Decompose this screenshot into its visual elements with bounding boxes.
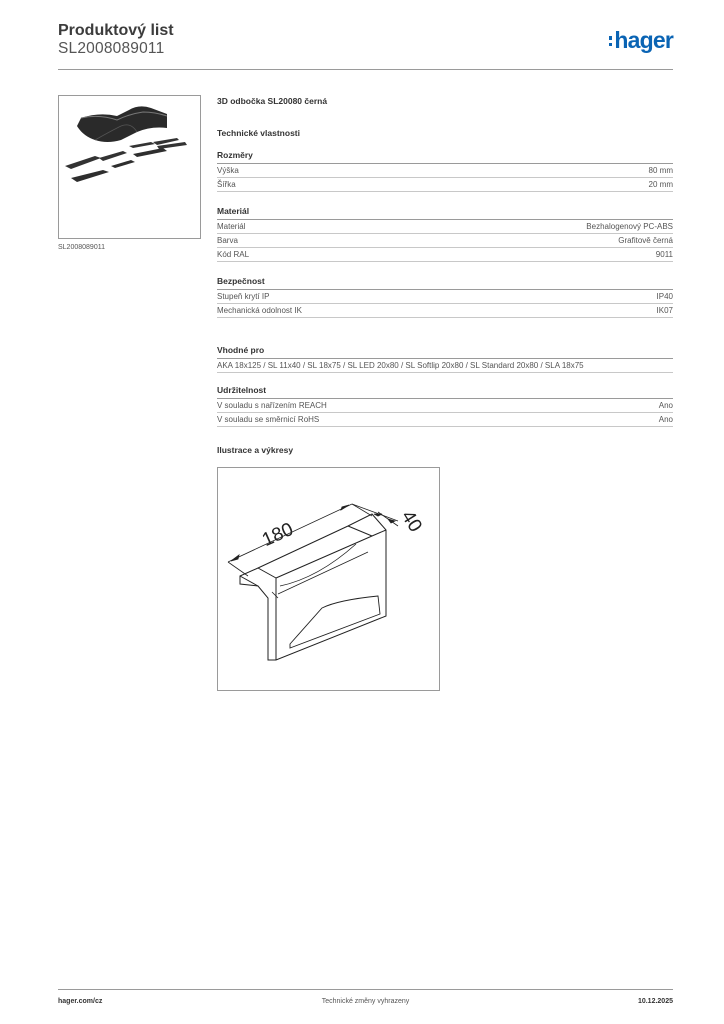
spec-row	[217, 164, 673, 178]
spec-value: 20 mm	[648, 180, 673, 189]
spec-row	[217, 413, 673, 427]
specs-content	[217, 96, 673, 467]
logo-dots-icon	[609, 28, 613, 46]
spec-row	[217, 220, 673, 234]
technical-drawing	[217, 467, 440, 691]
product-code: SL2008089011	[58, 40, 165, 57]
spec-label: Stupeň krytí IP	[217, 292, 270, 301]
spec-label: Barva	[217, 236, 238, 245]
page-title: Produktový list	[58, 22, 174, 39]
image-caption: SL2008089011	[58, 244, 105, 251]
footer-website-link[interactable]: hager.com/cz	[58, 998, 103, 1005]
compatible-systems: AKA 18x125 / SL 11x40 / SL 18x75 / SL LED 20x80 / SL Softlip 20x80 / SL Standard 20x80 / SLA 18x75	[217, 361, 584, 370]
spec-label: Kód RAL	[217, 250, 250, 259]
spec-row	[217, 290, 673, 304]
spec-label: Mechanická odolnost IK	[217, 306, 302, 315]
footer-date: 10.12.2025	[637, 998, 673, 1005]
footer-disclaimer: Technické změny vyhrazeny	[321, 998, 410, 1005]
spec-value: 80 mm	[648, 166, 673, 175]
section-suitable-for	[217, 345, 673, 373]
hager-logo	[609, 28, 673, 54]
spec-value: Ano	[658, 415, 673, 424]
spec-value: Grafitově černá	[618, 236, 673, 245]
product-image	[58, 95, 201, 239]
product-name: 3D odbočka SL20080 černá	[217, 96, 328, 106]
spec-value: Bezhalogenový PC-ABS	[586, 222, 673, 231]
section-dimensions	[217, 150, 673, 192]
section-title: Rozměry	[217, 150, 673, 164]
header-divider	[58, 69, 673, 70]
spec-row	[217, 399, 673, 413]
illustrations-heading: Ilustrace a výkresy	[217, 445, 294, 455]
spec-row	[217, 178, 673, 192]
spec-label: Materiál	[217, 222, 246, 231]
spec-label: Výška	[217, 166, 239, 175]
spec-row	[217, 234, 673, 248]
section-title: Bezpečnost	[217, 276, 673, 290]
spec-label: V souladu se směrnicí RoHS	[217, 415, 320, 424]
spec-value: 9011	[655, 250, 673, 259]
technical-properties-heading: Technické vlastnosti	[217, 128, 300, 138]
spec-label: V souladu s nařízením REACH	[217, 401, 327, 410]
spec-row	[217, 359, 673, 373]
spec-row	[217, 248, 673, 262]
section-material	[217, 206, 673, 262]
section-title: Udržitelnost	[217, 385, 673, 399]
section-sustainability	[217, 385, 673, 427]
spec-value: IK07	[656, 306, 673, 315]
page-header	[58, 22, 673, 70]
logo-text: hager	[614, 27, 673, 53]
spec-value: IP40	[656, 292, 673, 301]
spec-label: Šířka	[217, 180, 236, 189]
footer-divider	[58, 989, 673, 990]
section-safety	[217, 276, 673, 318]
spec-row	[217, 304, 673, 318]
dimension-width: 40	[396, 506, 426, 537]
section-title: Materiál	[217, 206, 673, 220]
section-title: Vhodné pro	[217, 345, 673, 359]
dimension-length: 180	[259, 518, 297, 552]
spec-value: Ano	[658, 401, 673, 410]
